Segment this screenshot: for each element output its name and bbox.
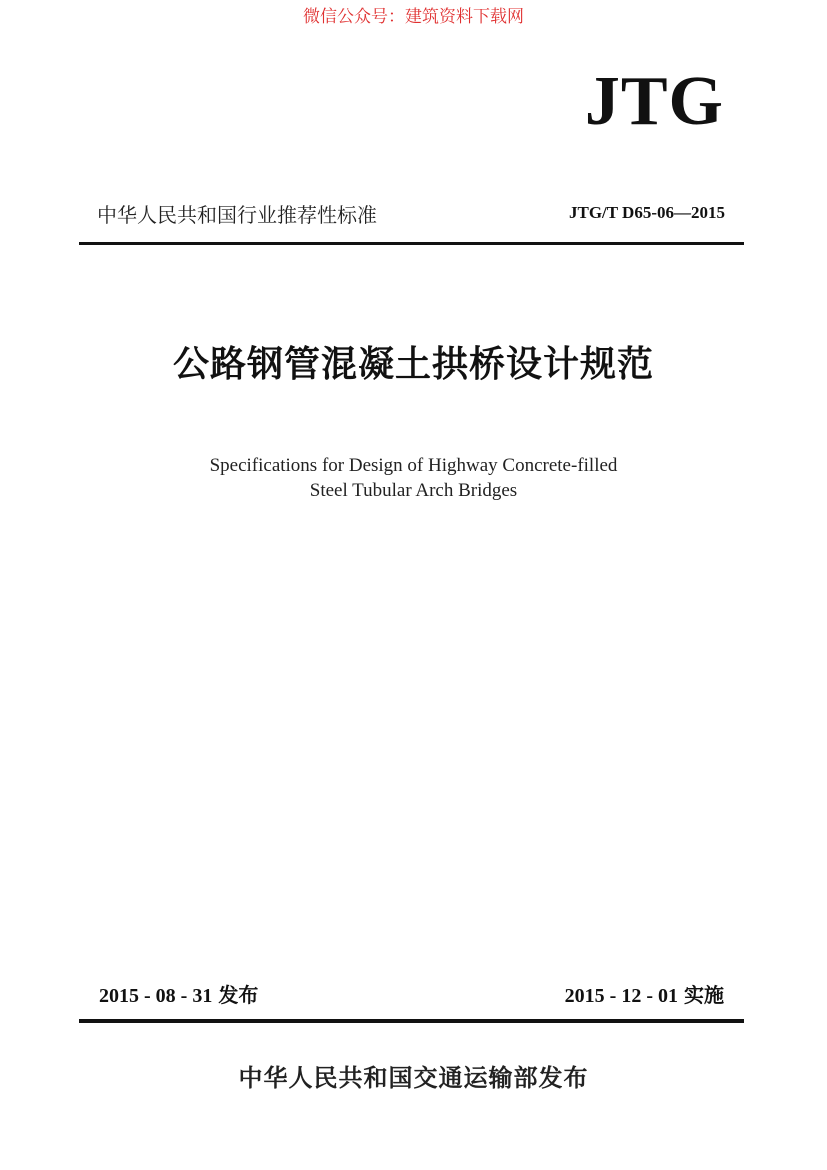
standard-category-label: 中华人民共和国行业推荐性标准	[97, 203, 377, 227]
implementation-date	[565, 979, 724, 1008]
bottom-divider	[79, 1019, 744, 1023]
page-title: 公路钢管混凝土拱桥设计规范	[172, 343, 654, 385]
top-divider	[79, 242, 744, 245]
implementation-date-label: 实施	[684, 983, 724, 1007]
watermark-text: 微信公众号：建筑资料下载网	[303, 7, 524, 27]
issue-date-value: 2015 - 08 - 31	[99, 985, 213, 1007]
implementation-date-value: 2015 - 12 - 01	[564, 985, 678, 1007]
jtg-logo: JTG	[584, 63, 724, 140]
publisher: 中华人民共和国交通运输部发布	[238, 1064, 589, 1092]
english-title-line-1: Specifications for Design of Highway Concrete-filled	[209, 455, 618, 476]
issue-date	[99, 979, 258, 1008]
english-title	[0, 453, 827, 503]
english-title-line-2: Steel Tubular Arch Bridges	[309, 480, 518, 501]
issue-date-label: 发布	[218, 983, 259, 1007]
standard-number: JTG/T D65-06—2015	[568, 203, 725, 222]
